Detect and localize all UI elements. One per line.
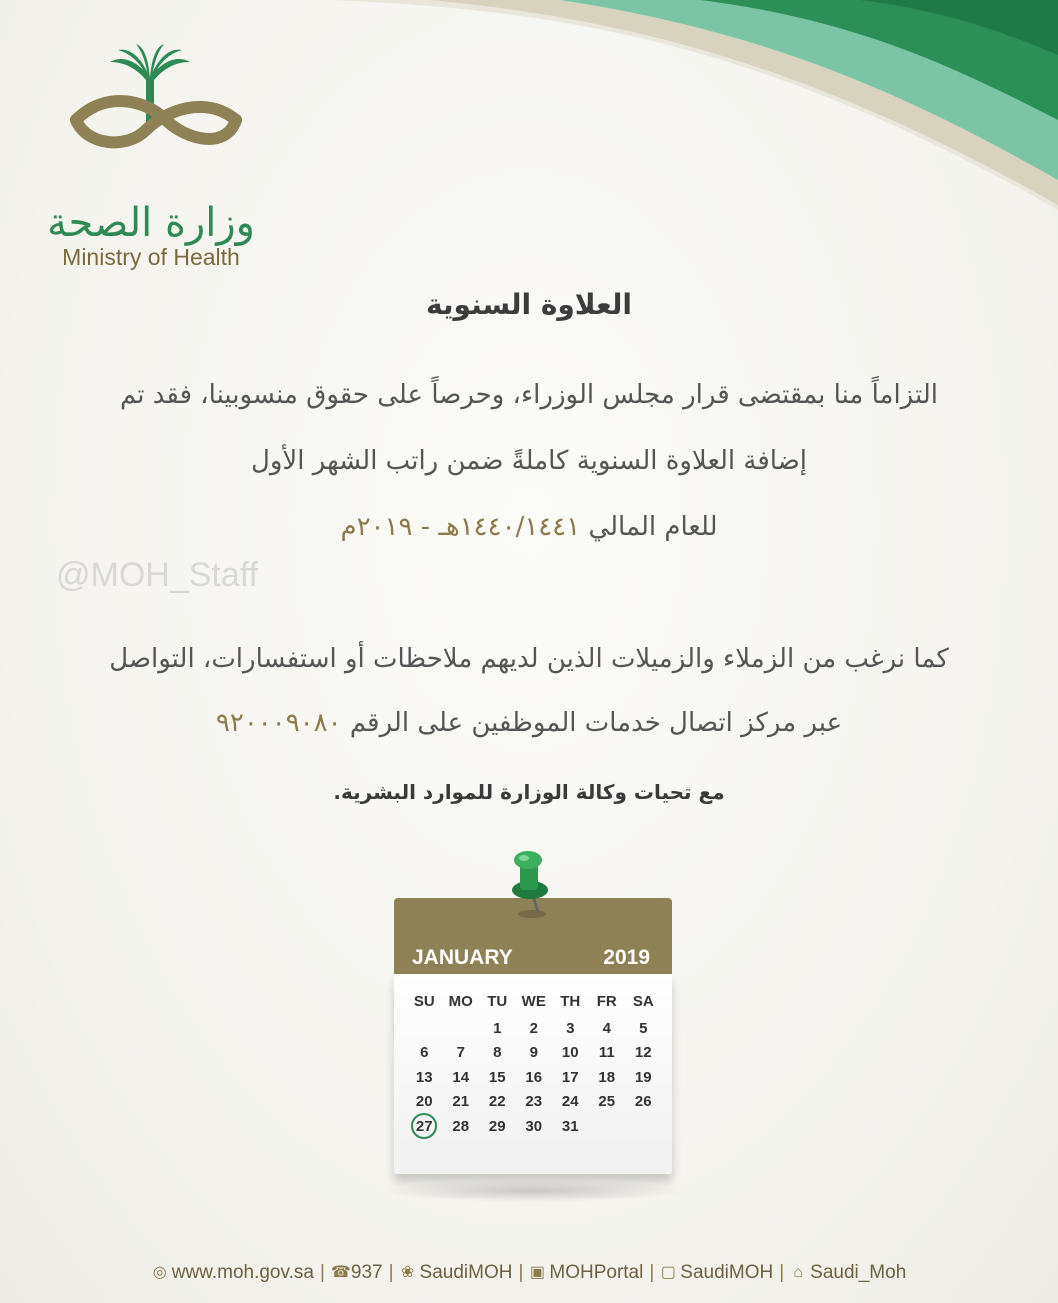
weekday-label: MO	[448, 992, 473, 1010]
announcement-title: العلاوة السنوية	[426, 288, 632, 321]
calendar-day: 7	[456, 1044, 465, 1062]
facebook-text: SaudiMOH	[680, 1262, 774, 1283]
snapchat-icon: ⌂	[793, 1264, 803, 1281]
calendar-day: 24	[561, 1093, 579, 1111]
youtube-icon: ▣	[529, 1264, 545, 1281]
contact-center-label: عبر مركز اتصال خدمات الموظفين على الرقم	[349, 708, 843, 738]
weekday-label: SA	[632, 992, 654, 1010]
weekday-label: TU	[487, 992, 508, 1010]
footer-facebook[interactable]	[660, 1262, 773, 1284]
fiscal-year-value: ١٤٤٠/١٤٤١هـ - ٢٠١٩م	[340, 512, 581, 542]
announcement-line-4: كما نرغب من الزملاء والزميلات الذين لديهم ملاحظات أو استفسارات، التواصل	[109, 644, 949, 674]
calendar-day: 29	[488, 1117, 506, 1135]
calendar-day: 4	[602, 1019, 611, 1037]
footer-separator: |	[319, 1262, 325, 1283]
calendar-day: 3	[566, 1019, 575, 1037]
calendar-shadow	[380, 1180, 686, 1202]
footer-separator: |	[779, 1262, 785, 1283]
twitter-text: SaudiMOH	[419, 1262, 513, 1283]
calendar-week-row	[406, 1016, 662, 1041]
website-text: www.moh.gov.sa	[171, 1262, 314, 1283]
fiscal-year-label: للعام المالي	[588, 512, 718, 542]
calendar-day: 12	[634, 1044, 652, 1062]
announcement-line-3	[40, 512, 1018, 542]
facebook-icon: ▢	[660, 1264, 676, 1281]
footer-youtube[interactable]	[529, 1262, 643, 1284]
calendar-day: 15	[488, 1068, 506, 1086]
footer-website[interactable]	[152, 1262, 314, 1284]
calendar-week-row	[406, 1041, 662, 1066]
watermark-handle: @MOH_Staff	[56, 556, 259, 594]
weekday-label: SU	[413, 992, 435, 1010]
announcement-line-5	[40, 708, 1018, 738]
calendar-weekday-row	[406, 986, 662, 1016]
calendar-day: 26	[634, 1093, 652, 1111]
calendar-week-row	[406, 1090, 662, 1115]
calendar-day: 25	[598, 1093, 616, 1111]
ministry-name-english: Ministry of Health	[62, 244, 240, 270]
calendar-month: JANUARY	[412, 946, 513, 969]
calendar-day-highlighted: 27	[406, 1118, 443, 1135]
footer-phone[interactable]	[331, 1262, 383, 1284]
calendar-day: 5	[639, 1019, 648, 1037]
calendar-week-row	[406, 1114, 662, 1139]
calendar-day: 8	[493, 1044, 502, 1062]
calendar-body	[394, 974, 672, 1174]
calendar-day: 17	[561, 1068, 579, 1086]
phone-icon: ☎	[330, 1264, 351, 1281]
calendar-day: 11	[598, 1044, 615, 1062]
calendar-day: 18	[598, 1068, 616, 1086]
globe-icon: ◎	[152, 1264, 167, 1281]
calendar-year: 2019	[603, 946, 650, 969]
calendar-day: 31	[561, 1117, 579, 1135]
calendar-day: 30	[525, 1117, 543, 1135]
snapchat-text: Saudi_Moh	[810, 1262, 907, 1283]
calendar-day: 20	[415, 1093, 433, 1111]
announcement-line-1: التزاماً منا بمقتضى قرار مجلس الوزراء، وحرصاً على حقوق منسوبينا، فقد تم	[119, 380, 939, 410]
push-pin-icon	[498, 846, 558, 920]
ministry-logo	[36, 40, 266, 270]
youtube-text: MOHPortal	[549, 1262, 644, 1283]
footer-separator: |	[388, 1262, 394, 1283]
calendar-day: 2	[529, 1019, 538, 1037]
weekday-label: TH	[560, 992, 581, 1010]
calendar-day: 22	[488, 1093, 506, 1111]
twitter-icon: ❀	[400, 1264, 415, 1281]
calendar-day: 13	[415, 1068, 433, 1086]
ministry-name-arabic: وزارة الصحة	[47, 200, 255, 246]
footer-twitter[interactable]	[400, 1262, 513, 1284]
footer-separator: |	[649, 1262, 655, 1283]
signoff: مع تحيات وكالة الوزارة للموارد البشرية.	[333, 780, 725, 804]
calendar-day: 6	[420, 1044, 429, 1062]
calendar-day: 21	[452, 1093, 470, 1111]
palm-swords-emblem-icon	[36, 40, 266, 200]
contact-number: ٩٢٠٠٠٩٠٨٠	[215, 708, 342, 738]
footer-snapchat[interactable]	[790, 1262, 906, 1284]
calendar-day: 1	[493, 1019, 502, 1037]
calendar-day: 16	[525, 1068, 543, 1086]
announcement-line-2: إضافة العلاوة السنوية كاملةً ضمن راتب الشهر الأول	[250, 446, 807, 476]
calendar-day: 23	[525, 1093, 543, 1111]
calendar	[394, 898, 672, 1178]
calendar-day: 14	[452, 1068, 470, 1086]
phone-text: 937	[350, 1262, 383, 1283]
weekday-label: WE	[521, 992, 546, 1010]
calendar-week-row	[406, 1065, 662, 1090]
calendar-grid	[406, 986, 662, 1139]
footer-contacts	[0, 1262, 1058, 1284]
calendar-day: 9	[529, 1044, 538, 1062]
footer-separator: |	[518, 1262, 524, 1283]
calendar-day: 19	[634, 1068, 652, 1086]
calendar-day: 10	[561, 1044, 579, 1062]
weekday-label: FR	[596, 992, 617, 1010]
calendar-day: 28	[452, 1117, 470, 1135]
